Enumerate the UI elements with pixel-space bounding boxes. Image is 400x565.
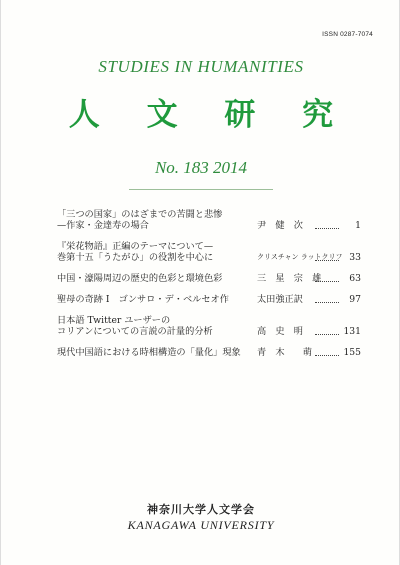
toc-entry-page: 97	[349, 294, 361, 305]
toc-entry-title-line: 現代中国語における時相構造の「量化」現象	[57, 347, 241, 358]
toc-entry-title-line: 中国・濠陽周辺の歴史的色彩と環境色彩	[57, 273, 223, 284]
toc-entry-leader	[315, 334, 339, 335]
toc-entry-leader	[315, 228, 339, 229]
issn-number: ISSN 0287-7074	[322, 31, 373, 38]
toc-entry	[57, 241, 361, 273]
toc-entry-leader	[315, 281, 339, 282]
publisher-name-english: KANAGAWA UNIVERSITY	[127, 518, 275, 532]
table-of-contents	[57, 209, 361, 368]
toc-entry-author: 太田強正訳	[257, 294, 303, 305]
toc-entry-title-line: 巻第十五「うたがひ」の役割を中心に	[57, 252, 214, 264]
toc-entry-author: 三 星 宗 雄	[257, 273, 322, 284]
toc-entry-author: 尹 健 次	[257, 220, 303, 231]
toc-entry	[57, 294, 361, 315]
toc-entry-author: 青 木 萌	[257, 347, 313, 358]
toc-entry-title-line: —作家・金達寿の場合	[57, 220, 149, 232]
toc-entry-author: クリスチャン ラットクリフ	[257, 253, 343, 261]
toc-entry-title-line: 日本語 Twitter ユーザーの	[57, 315, 171, 326]
toc-entry-page: 131	[343, 326, 361, 337]
toc-entry-page: 155	[343, 347, 361, 358]
toc-entry-page: 63	[349, 273, 361, 284]
publisher-name-japanese: 神奈川大学人文学会	[147, 503, 255, 516]
toc-entry-title-line: コリアンについての言説の計量的分析	[57, 326, 213, 338]
divider	[129, 189, 273, 190]
toc-entry-leader	[315, 355, 339, 356]
toc-entry	[57, 315, 361, 347]
toc-entry-page: 33	[349, 252, 361, 263]
main-title: 人 文 研 究	[68, 97, 352, 133]
toc-entry-title-line: 『栄花物語』正編のテーマについて—	[57, 241, 214, 252]
toc-entry-leader	[315, 260, 339, 261]
toc-entry-leader	[315, 302, 339, 303]
toc-entry	[57, 273, 361, 294]
toc-entry	[57, 209, 361, 241]
toc-entry	[57, 347, 361, 368]
toc-entry-author: 高 史 明	[257, 326, 303, 337]
issue-number: No. 183 2014	[154, 158, 248, 177]
toc-entry-title-line: 「三つの国家」のはざまでの苦闘と悲惨	[57, 209, 223, 220]
series-title: STUDIES IN HUMANITIES	[98, 57, 304, 76]
toc-entry-title-line: 聖母の奇跡 I ゴンサロ・デ・ベルセオ作	[57, 294, 229, 305]
toc-entry-page: 1	[355, 220, 361, 231]
